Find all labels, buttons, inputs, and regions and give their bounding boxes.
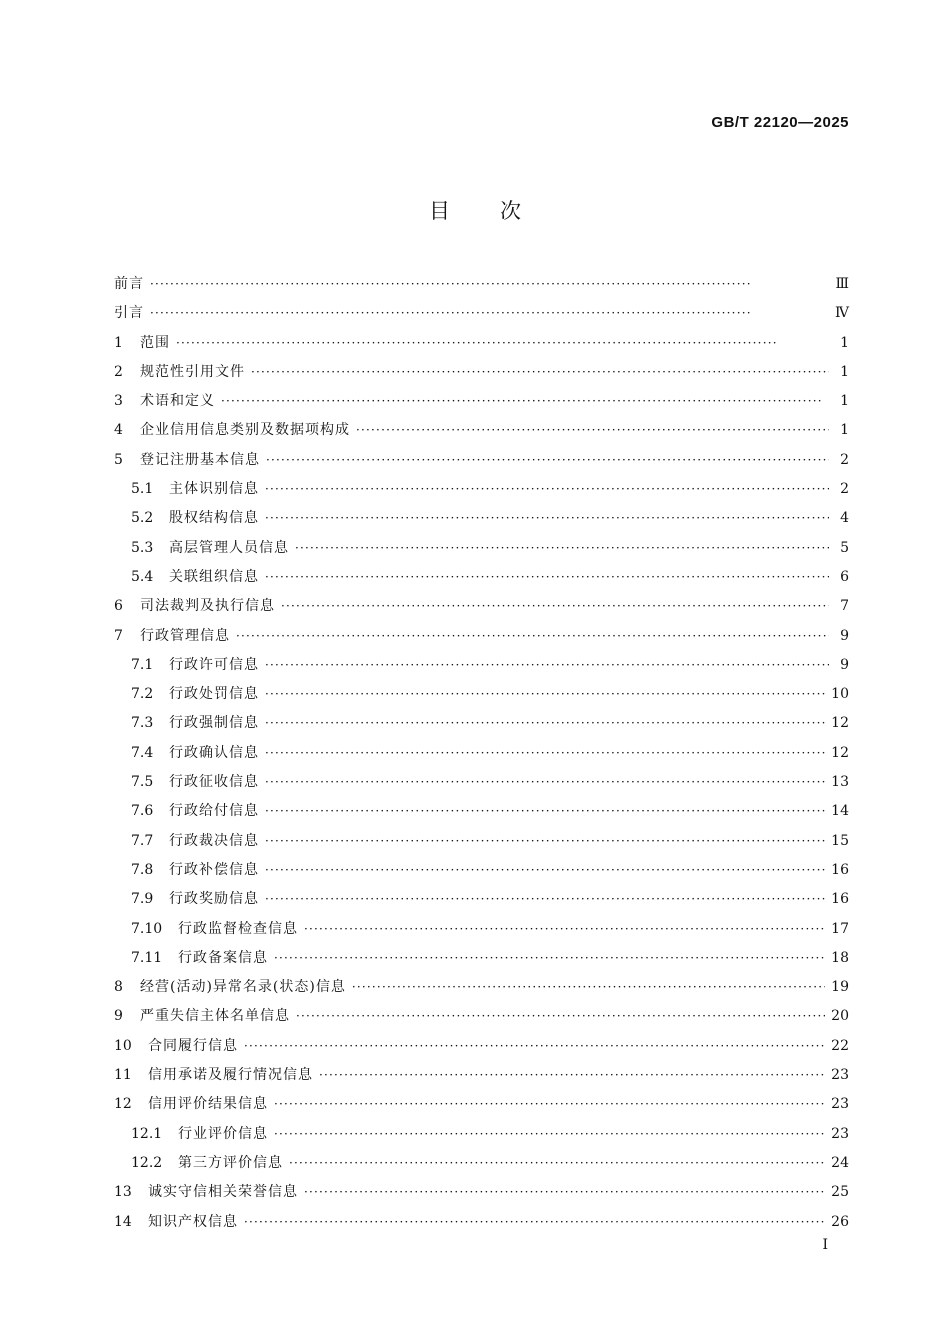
toc-entry[interactable]: [114, 915, 849, 944]
toc-entry-page: 12: [831, 744, 849, 761]
toc-entry-number: 13: [114, 1184, 132, 1201]
toc-leader-dots: [244, 1032, 825, 1061]
toc-entry-label: 行业评价信息: [178, 1125, 268, 1142]
toc-entry-label: 术语和定义: [140, 393, 215, 410]
toc-entry-label: 行政强制信息: [169, 715, 259, 732]
toc-entry-page: 2: [840, 481, 849, 498]
toc-entry-number: 1: [114, 334, 123, 351]
toc-entry-page: 12: [831, 715, 849, 732]
toc-entry-page: 9: [840, 656, 849, 673]
toc-leader-dots: [265, 856, 825, 885]
toc-leader-dots: [265, 827, 825, 856]
toc-leader-dots: [274, 1120, 825, 1149]
toc-entry-page: 15: [831, 832, 849, 849]
toc-entry-number: 7.8: [131, 861, 154, 878]
toc-entry-number: 5.2: [131, 510, 154, 527]
toc-entry-page: 1: [840, 393, 849, 410]
toc-leader-dots: [265, 680, 825, 709]
toc-entry[interactable]: [114, 1090, 849, 1119]
toc-entry-page: 14: [831, 803, 849, 820]
toc-entry-number: 12.2: [131, 1154, 163, 1171]
toc-entry-label: 前言: [114, 276, 144, 292]
toc-entry[interactable]: [114, 1178, 849, 1207]
toc-entry[interactable]: [114, 768, 849, 797]
toc-entry-number: 7.7: [131, 832, 154, 849]
toc-entry[interactable]: [114, 622, 849, 651]
toc-entry-page: 23: [831, 1067, 849, 1084]
toc-entry-label: 第三方评价信息: [178, 1154, 283, 1171]
toc-entry-number: 8: [114, 979, 123, 996]
toc-entry[interactable]: [114, 329, 849, 358]
toc-leader-dots: [244, 1208, 825, 1237]
toc-entry-number: 14: [114, 1213, 132, 1230]
toc-entry-page: 23: [831, 1096, 849, 1113]
toc-entry[interactable]: [114, 299, 849, 328]
toc-entry[interactable]: [114, 270, 849, 299]
toc-entry-label: 严重失信主体名单信息: [140, 1008, 290, 1025]
toc-leader-dots: [274, 944, 825, 973]
toc-entry-number: 5: [114, 451, 123, 468]
toc-leader-dots: [265, 797, 825, 826]
page-number: I: [822, 1237, 828, 1253]
toc-entry-label: 行政处罚信息: [169, 686, 259, 703]
toc-leader-dots: [265, 475, 829, 504]
toc-entry-number: 5.4: [131, 568, 154, 585]
toc-entry-label: 主体识别信息: [169, 481, 259, 498]
toc-entry[interactable]: [114, 387, 849, 416]
toc-entry[interactable]: [114, 827, 849, 856]
toc-leader-dots: [289, 1149, 825, 1178]
toc-entry-number: 2: [114, 363, 123, 380]
toc-entry-page: 2: [840, 451, 849, 468]
toc-leader-dots: [251, 358, 829, 387]
toc-entry-page: 1: [840, 334, 849, 351]
toc-entry-number: 7.4: [131, 744, 154, 761]
toc-entry[interactable]: [114, 1002, 849, 1031]
toc-entry-label: 规范性引用文件: [140, 363, 245, 380]
toc-entry[interactable]: [114, 856, 849, 885]
toc-entry-label: 股权结构信息: [169, 510, 259, 527]
toc-entry-number: 7.11: [131, 949, 163, 966]
toc-leader-dots: [319, 1061, 825, 1090]
toc-leader-dots: [176, 329, 829, 358]
toc-leader-dots: [221, 387, 829, 416]
toc-leader-dots: [265, 504, 829, 533]
toc-leader-dots: [295, 534, 829, 563]
toc-entry-number: 7: [114, 627, 123, 644]
toc-entry-label: 知识产权信息: [148, 1213, 238, 1230]
toc-leader-dots: [304, 1178, 825, 1207]
toc-entry-label: 信用评价结果信息: [148, 1096, 268, 1113]
toc-leader-dots: [304, 915, 825, 944]
toc-leader-dots: [265, 709, 825, 738]
toc-entry-label: 企业信用信息类别及数据项构成: [140, 422, 350, 439]
toc-entry[interactable]: [114, 1120, 849, 1149]
toc-entry-number: 12.1: [131, 1125, 163, 1142]
toc-leader-dots: [265, 739, 825, 768]
toc-entry[interactable]: [114, 475, 849, 504]
toc-entry-page: 1: [840, 363, 849, 380]
toc-entry-number: 4: [114, 422, 123, 439]
toc-entry-label: 行政裁决信息: [169, 832, 259, 849]
toc-entry-page: 6: [840, 568, 849, 585]
toc-leader-dots: [356, 416, 829, 445]
toc-entry-label: 司法裁判及执行信息: [140, 598, 275, 615]
toc-entry-page: 16: [831, 861, 849, 878]
toc-entry-page: 17: [831, 920, 849, 937]
toc-entry-number: 11: [114, 1067, 132, 1084]
toc-entry-page: 7: [840, 598, 849, 615]
toc-entry[interactable]: [114, 709, 849, 738]
toc-entry-label: 行政征收信息: [169, 774, 259, 791]
toc-entry-label: 行政监督检查信息: [178, 920, 298, 937]
toc-entry-label: 登记注册基本信息: [140, 451, 260, 468]
toc-entry-page: 26: [831, 1213, 849, 1230]
toc-entry-number: 7.1: [131, 656, 154, 673]
toc-entry-number: 12: [114, 1096, 132, 1113]
toc-entry-label: 行政管理信息: [140, 627, 230, 644]
toc-entry-page: 24: [831, 1154, 849, 1171]
toc-entry[interactable]: [114, 680, 849, 709]
toc-leader-dots: [352, 973, 825, 1002]
toc-leader-dots: [236, 622, 829, 651]
toc-entry-label: 关联组织信息: [169, 568, 259, 585]
toc-entry[interactable]: [114, 358, 849, 387]
toc-leader-dots: [150, 299, 829, 328]
table-of-contents: [114, 270, 849, 1237]
toc-entry-number: 7.10: [131, 920, 163, 937]
toc-leader-dots: [265, 563, 829, 592]
toc-entry[interactable]: [114, 592, 849, 621]
toc-entry[interactable]: [114, 1149, 849, 1178]
toc-entry[interactable]: [114, 1061, 849, 1090]
toc-entry-page: Ⅲ: [835, 276, 849, 292]
toc-entry-page: 25: [831, 1184, 849, 1201]
toc-entry[interactable]: [114, 416, 849, 445]
toc-entry-number: 7.9: [131, 891, 154, 908]
toc-leader-dots: [265, 885, 825, 914]
document-code: GB/T 22120—2025: [711, 114, 849, 131]
toc-entry-label: 诚实守信相关荣誉信息: [148, 1184, 298, 1201]
toc-entry-page: 20: [831, 1008, 849, 1025]
toc-entry-page: 10: [831, 686, 849, 703]
toc-entry-label: 行政备案信息: [178, 949, 268, 966]
toc-leader-dots: [281, 592, 829, 621]
toc-entry[interactable]: [114, 504, 849, 533]
toc-entry-page: 13: [831, 774, 849, 791]
toc-entry-page: 18: [831, 949, 849, 966]
toc-entry-number: 7.5: [131, 774, 154, 791]
toc-entry-number: 5.3: [131, 539, 154, 556]
toc-entry-number: 10: [114, 1037, 132, 1054]
toc-entry[interactable]: [114, 944, 849, 973]
toc-leader-dots: [265, 768, 825, 797]
toc-leader-dots: [150, 270, 829, 299]
toc-entry-label: 行政许可信息: [169, 656, 259, 673]
toc-entry[interactable]: [114, 973, 849, 1002]
toc-entry[interactable]: [114, 1208, 849, 1237]
toc-entry-number: 7.2: [131, 686, 154, 703]
toc-entry[interactable]: [114, 563, 849, 592]
toc-entry-label: 信用承诺及履行情况信息: [148, 1067, 313, 1084]
toc-entry-page: 9: [840, 627, 849, 644]
toc-entry-label: 行政补偿信息: [169, 861, 259, 878]
toc-leader-dots: [266, 446, 829, 475]
toc-entry-number: 6: [114, 598, 123, 615]
toc-entry-label: 行政确认信息: [169, 744, 259, 761]
toc-leader-dots: [296, 1002, 825, 1031]
toc-entry-page: Ⅳ: [835, 305, 849, 322]
toc-entry-page: 4: [840, 510, 849, 527]
toc-entry-page: 1: [840, 422, 849, 439]
toc-entry-page: 19: [831, 979, 849, 996]
toc-leader-dots: [274, 1090, 825, 1119]
page-title: 目次: [429, 199, 571, 223]
toc-entry[interactable]: [114, 885, 849, 914]
toc-entry-page: 5: [840, 539, 849, 556]
toc-entry-label: 行政给付信息: [169, 803, 259, 820]
toc-leader-dots: [265, 651, 829, 680]
toc-entry[interactable]: [114, 1032, 849, 1061]
toc-entry-number: 3: [114, 393, 123, 410]
toc-entry-label: 范围: [140, 334, 170, 351]
toc-entry-label: 引言: [114, 305, 144, 322]
toc-entry-number: 9: [114, 1008, 123, 1025]
toc-entry[interactable]: [114, 446, 849, 475]
toc-entry[interactable]: [114, 739, 849, 768]
toc-entry-page: 22: [831, 1037, 849, 1054]
toc-entry-number: 5.1: [131, 481, 154, 498]
toc-entry-page: 16: [831, 891, 849, 908]
toc-entry[interactable]: [114, 534, 849, 563]
toc-entry-label: 高层管理人员信息: [169, 539, 289, 556]
toc-entry-number: 7.6: [131, 803, 154, 820]
toc-entry-number: 7.3: [131, 715, 154, 732]
toc-entry[interactable]: [114, 797, 849, 826]
toc-entry-label: 行政奖励信息: [169, 891, 259, 908]
toc-entry-label: 合同履行信息: [148, 1037, 238, 1054]
toc-entry-page: 23: [831, 1125, 849, 1142]
toc-entry[interactable]: [114, 651, 849, 680]
toc-entry-label: 经营(活动)异常名录(状态)信息: [140, 979, 346, 996]
